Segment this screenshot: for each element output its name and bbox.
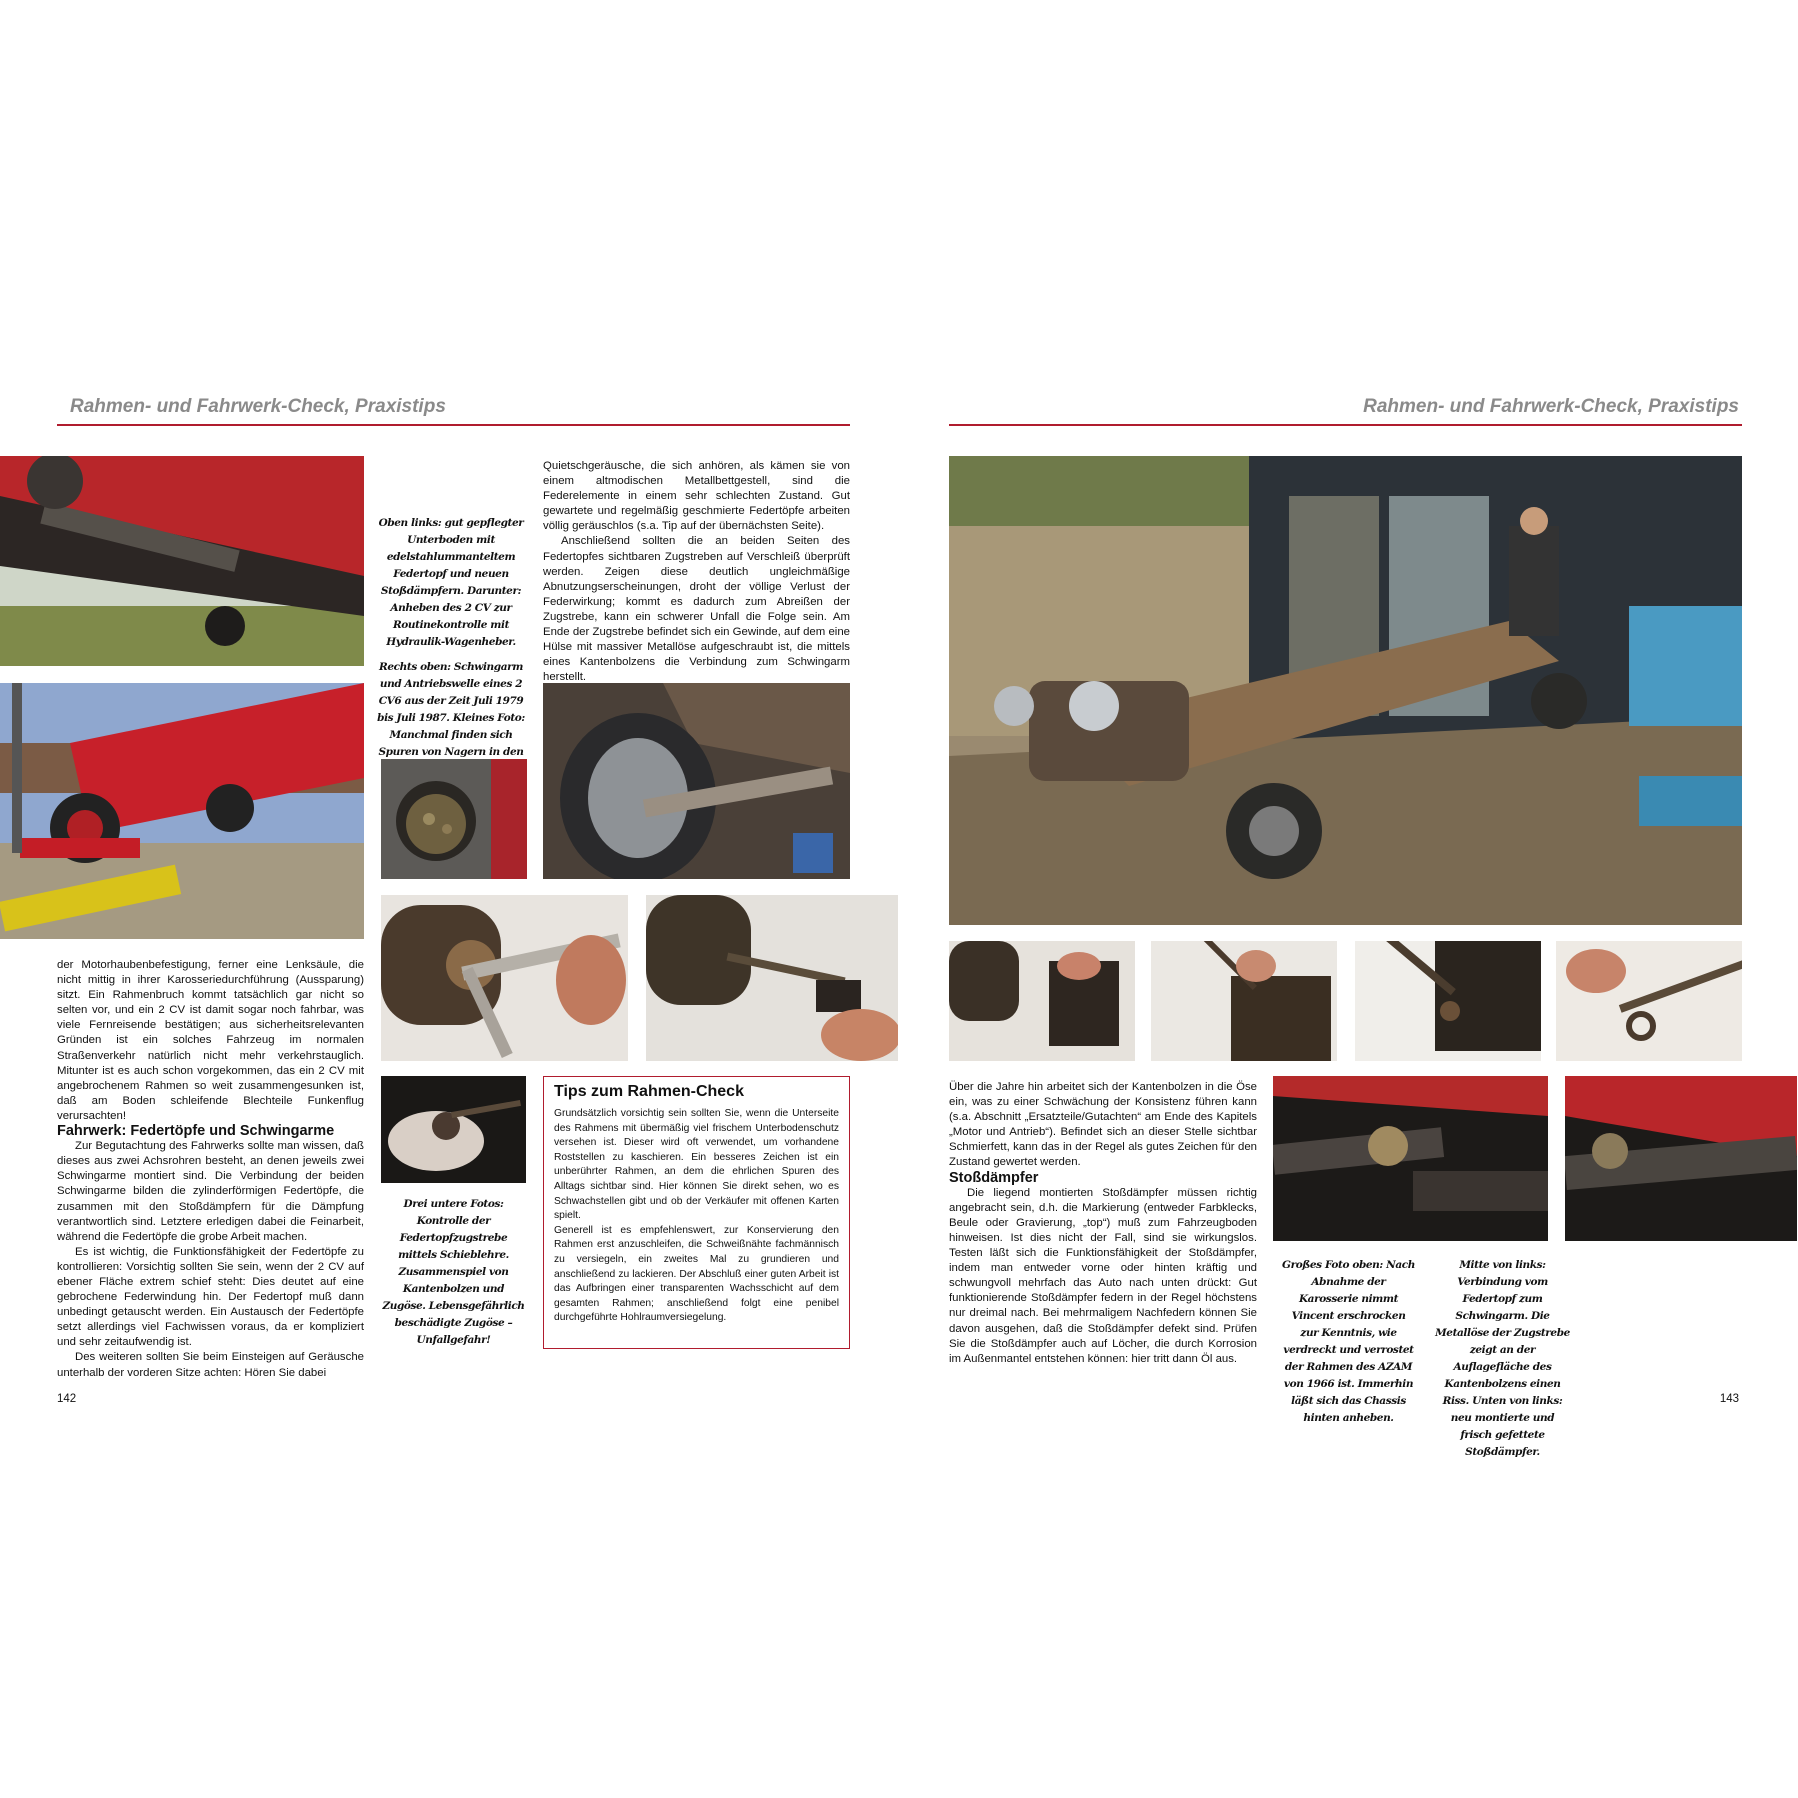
photo-swing-arm bbox=[543, 683, 850, 879]
photo-damaged-eye bbox=[381, 1076, 526, 1183]
caption-paragraph: Mitte von links: Verbindung vom Federtopf zum Schwingarm. Die Metallöse der Zugstrebe zeigt an der Auflagefläche des Kantenbolzens einen Riss. Unten von links: neu montierte und frisch gefettete Stoßdämpfer. bbox=[1435, 1259, 1570, 1458]
caption-paragraph: Oben links: gut gepflegter Unterboden mit edelstahlummanteltem Federtopf und neuen Stoßdämpfern. Darunter: Anheben des 2 CV zur Routinekontrolle mit Hydraulik-Wagenheber. bbox=[378, 517, 524, 648]
photo-spring-pot-eye bbox=[1151, 941, 1337, 1061]
photo-chassis-barn bbox=[949, 456, 1742, 925]
running-head-left: Rahmen- und Fahrwerk-Check, Praxistips bbox=[70, 396, 446, 417]
photo-edge-bolt bbox=[646, 895, 898, 1061]
tips-paragraph: Generell ist es empfehlenswert, zur Konservierung den Rahmen erst anzuschleifen, die Schweißnähte fachmännisch zu versiegeln, ein zweites Mal zu grundieren und anschließend zu lackieren. Der Abschluß einer guten Arbeit ist das Aufbringen einer transparenten Wachsschicht auf dem gesamten Rahmen; anschließend folgt eine penibel durchgeführte Hohlraumversiegelung. bbox=[554, 1224, 839, 1324]
photo-underbody-clean bbox=[0, 456, 364, 666]
caption-large-photo bbox=[1281, 1257, 1416, 1435]
paragraph: Über die Jahre hin arbeitet sich der Kantenbolzen in die Öse ein, was zu einer Schwächung der Konsistenz führen kann (s.a. Abschnitt „Ersatzteile/Gutachten“ am Ende des Kapitels „Motor und Antrieb“). Befindet sich an dieser Stelle sichtbar Schmierfett, kann das in der Regel als gutes Zeichen für den Zustand gewertet werden. bbox=[949, 1081, 1257, 1169]
photo-hydraulic-jack bbox=[0, 683, 364, 939]
photo-shock-absorber-new bbox=[1273, 1076, 1548, 1241]
paragraph: Des weiteren sollten Sie beim Einsteigen auf Geräusche unterhalb der vorderen Sitze achten: Hören Sie dabei bbox=[57, 1351, 364, 1379]
paragraph: Quietschgeräusche, die sich anhören, als kämen sie von einem altmodischen Metallbettgestell, sind die Federelemente in einem sehr schlechten Zustand. Gut gewartete und regelmäßig geschmierte Federtöpfe arbeiten völlig geräuschlos (s.a. Tip auf der übernächsten Seite). bbox=[543, 460, 850, 533]
section-heading: Stoßdämpfer bbox=[949, 1169, 1039, 1186]
column-right-left-page bbox=[543, 459, 850, 685]
photo-shock-absorber-greased bbox=[1565, 1076, 1797, 1241]
caption-paragraph: Großes Foto oben: Nach Abnahme der Karosserie nimmt Vincent erschrocken zur Kenntnis, wie verdreckt und verrostet der Rahmen des AZAM von 1966 ist. Immerhin läßt sich das Chassis hinten anheben. bbox=[1282, 1259, 1415, 1424]
caption-paragraph: Drei untere Fotos: Kontrolle der Federtopfzugstrebe mittels Schieblehre. Zusammenspiel von Kantenbolzen und Zugöse. Lebensgefährlich beschädigte Zugöse – Unfallgefahr! bbox=[382, 1198, 525, 1346]
section-heading: Fahrwerk: Federtöpfe und Schwingarme bbox=[57, 1123, 335, 1140]
photo-tie-rod bbox=[1556, 941, 1742, 1061]
caption-mid-bottom-photos bbox=[1435, 1257, 1570, 1469]
photo-caliper bbox=[381, 895, 628, 1061]
tips-box bbox=[543, 1076, 850, 1349]
column-right-page bbox=[949, 1080, 1257, 1367]
column-left-left-page bbox=[57, 958, 364, 1381]
tips-text bbox=[554, 1107, 839, 1326]
photo-spring-pot-connection bbox=[949, 941, 1135, 1061]
header-rule-right bbox=[949, 424, 1742, 426]
photo-eye-crack bbox=[1355, 941, 1541, 1061]
tips-paragraph: Grundsätzlich vorsichtig sein sollten Sie, wenn die Unterseite des Rahmens mit übermäßig viel frischem Unterbodenschutz versehen ist. Dieser wird oft verwendet, um vorhandene Roststellen zu kaschieren. Ein besseres Zeichen ist ein unberührter Rahmen, an dem die ehrlichen Spuren des Alltags sichtbar sind. Hier können Sie direkt sehen, wo es Schwachstellen gibt und ob der Verkäufer mit offenen Karten spielt. bbox=[554, 1108, 839, 1222]
paragraph: Die liegend montierten Stoßdämpfer müssen richtig angebracht sein, d.h. die Markierung (entweder Farbklecks, Beule oder Gravierung, „top“) muß zum Fahrzeugboden hinweisen. Ist dies nicht der Fall, sind sie wirkungslos. Testen läßt sich die Funktionsfähigkeit der Stoßdämpfer, indem man entweder vorne oder hinten kräftig und schwungvoll mehrfach das Auto nach unten drückt: Gut funktionierende Stoßdämpfer federn in der Regel höchstens nur dreimal nach. Bei mehrmaligem Nachfedern können Sie davon ausgehen, daß die Stoßdämpfer defekt sind. Prüfen Sie die Stoßdämpfer auch auf Löcher, die durch Korrosion im Außenmantel entstehen können: hier tritt dann Öl aus. bbox=[949, 1186, 1257, 1365]
page-number-right: 143 bbox=[1719, 1393, 1739, 1405]
page-number-left: 142 bbox=[57, 1393, 77, 1405]
paragraph: der Motorhaubenbefestigung, ferner eine Lenksäule, die nicht mittig in ihrer Karosseriedurchführung (Aussparung) sitzt. Ein Rahmenbruch kommt tatsächlich gar nicht so selten vor, und ein 2 CV ist damit sogar noch fahrbar, was viele Fernreisende bestätigen; aus sicherheitsrelevanten Gründen ist ein solches Fahrzeug im normalen Straßenverkehr natürlich nicht mehr verkehrstauglich. Mitunter ist es auch schon vorgekommen, das ein 2 CV mit angebrochenem Rahmen so weit zusammengesunken ist, daß am Boden schleifende Blechteile Funkenflug verursachten! bbox=[57, 959, 364, 1122]
paragraph: Es ist wichtig, die Funktionsfähigkeit der Federtöpfe zu kontrollieren: Vorsichtig sollten Sie sein, wenn der 2 CV auf ebener Fläche extrem schief steht: Dies deutet auf eine gebrochene Federwindung hin. Der Federtopf muß dann unbedingt getauscht werden. Ein Austausch der Federtöpfe setzt allerdings viel Fachwissen voraus, da er kompliziert und sehr zeitaufwendig ist. bbox=[57, 1245, 364, 1349]
caption-bottom-left bbox=[381, 1196, 526, 1357]
tips-title: Tips zum Rahmen-Check bbox=[554, 1083, 744, 1100]
paragraph: Anschließend sollten die an beiden Seiten des Federtopfes sichtbaren Zugstreben auf Verschleiß überprüft werden. Zeigen diese deutlich ungleichmäßige Abnutzungserscheinungen, droht der völlige Verlust der Federwirkung; kommt es dadurch zum Abreißen der Zugstrebe, kann ein schwerer Unfall die Folge sein. Am Ende der Zugstrebe befindet sich ein Gewinde, auf dem eine Hülse mit massiver Metallöse aufgeschraubt ist, die mittels eines Kantenbolzens die Verbindung zum Schwingarm herstellt. bbox=[543, 535, 850, 684]
paragraph: Zur Begutachtung des Fahrwerks sollte man wissen, daß dieses aus zwei Achsrohren besteht, an denen jeweils zwei Schwingarme montiert sind. Die Verbindung der beiden Schwingarme bilden die zylinderförmigen Federtöpfe, die zusammen mit den Stoßdämpfern für die Dämpfung verantwortlich sind. Letztere erledigen dabei die Feinarbeit, während die Federtöpfe die grobe Arbeit machen. bbox=[57, 1140, 364, 1243]
right-page bbox=[899, 0, 1798, 1798]
header-rule-left bbox=[57, 424, 850, 426]
photo-rodent-traces bbox=[381, 759, 527, 879]
running-head-right: Rahmen- und Fahrwerk-Check, Praxistips bbox=[1363, 396, 1739, 417]
caption-paragraph: Rechts oben: Schwingarm und Antriebswelle eines 2 CV6 aus der Zeit Juli 1979 bis Juli 1987. Kleines Foto: Manchmal finden sich Spuren von Nagern in den bbox=[377, 661, 525, 758]
